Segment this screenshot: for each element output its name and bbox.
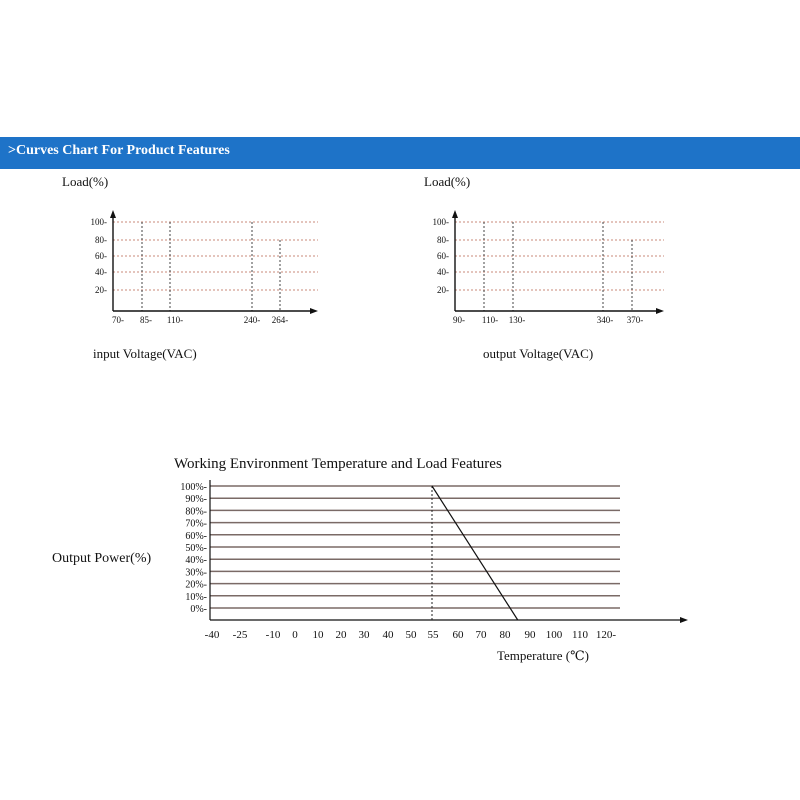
x-tick-label: 70- <box>112 315 124 325</box>
x-tick-label: 100 <box>545 629 563 641</box>
y-tick-label: 20- <box>95 285 107 295</box>
y-tick-label: 100- <box>90 217 107 227</box>
x-tick-label: 90 <box>524 629 536 641</box>
y-tick-label: 80- <box>437 235 449 245</box>
y-axis-arrow <box>110 210 116 218</box>
x-tick-label: 30 <box>358 629 370 641</box>
derating-curve <box>432 486 518 620</box>
y-tick-label: 100%- <box>180 482 207 493</box>
y-tick-label: 60- <box>437 251 449 261</box>
y-tick-label: 20%- <box>185 579 207 591</box>
x-tick-label: 40 <box>382 629 394 641</box>
x-tick-label: 110 <box>571 629 589 641</box>
y-tick-label: 60- <box>95 251 107 261</box>
y-tick-label: 60%- <box>185 530 207 542</box>
y-tick-label: 50%- <box>185 543 207 554</box>
x-tick-label: 340- <box>596 315 614 325</box>
x-tick-label: 60 <box>452 629 464 641</box>
x-tick-label: 370- <box>626 315 644 325</box>
x-tick-label: 264- <box>271 315 289 325</box>
x-tick-label: 90- <box>453 315 465 325</box>
y-tick-label: 40%- <box>185 555 207 567</box>
x-tick-label: 20 <box>335 629 347 641</box>
x-tick-label: -40 <box>204 629 220 641</box>
x-axis-label: output Voltage(VAC) <box>483 346 594 361</box>
x-tick-label: 120- <box>595 629 617 641</box>
x-axis-label: input Voltage(VAC) <box>93 346 197 361</box>
x-tick-label: 110- <box>166 315 184 325</box>
y-tick-label: 100- <box>432 217 449 227</box>
y-axis-label: Load(%) <box>62 174 109 189</box>
y-tick-label: 80%- <box>185 506 207 518</box>
y-tick-label: 70%- <box>185 518 207 530</box>
y-axis-label: Load(%) <box>424 174 471 189</box>
x-tick-label: 80 <box>499 629 511 641</box>
x-tick-label: 0 <box>292 629 298 641</box>
x-tick-label: 240- <box>243 315 261 325</box>
x-tick-label: 55 <box>427 629 439 641</box>
x-tick-label: 110- <box>481 315 499 325</box>
y-tick-label: 30%- <box>185 567 207 579</box>
x-axis-label: Temperature (℃) <box>497 648 589 663</box>
y-tick-label: 20- <box>437 285 449 295</box>
section-title: >Curves Chart For Product Features <box>8 143 230 158</box>
x-tick-label: 50 <box>405 629 417 641</box>
x-axis-arrow <box>310 308 318 314</box>
y-tick-label: 0%- <box>190 604 207 615</box>
y-axis-label: Output Power(%) <box>52 551 152 566</box>
x-tick-label: 130- <box>508 315 526 325</box>
y-axis-arrow <box>452 210 458 218</box>
y-tick-label: 10%- <box>185 591 207 603</box>
x-tick-label: 70 <box>475 629 487 641</box>
chart-title: Working Environment Temperature and Load Features <box>174 456 502 472</box>
y-tick-label: 40- <box>95 267 107 277</box>
x-axis-arrow <box>680 617 688 623</box>
x-axis-arrow <box>656 308 664 314</box>
x-tick-label: 85- <box>140 315 152 325</box>
x-tick-label: -10 <box>265 629 281 641</box>
y-tick-label: 40- <box>437 267 449 277</box>
y-tick-label: 80- <box>95 235 107 245</box>
x-tick-label: -25 <box>232 629 248 641</box>
x-tick-label: 10 <box>312 629 324 641</box>
y-tick-label: 90%- <box>185 494 207 506</box>
